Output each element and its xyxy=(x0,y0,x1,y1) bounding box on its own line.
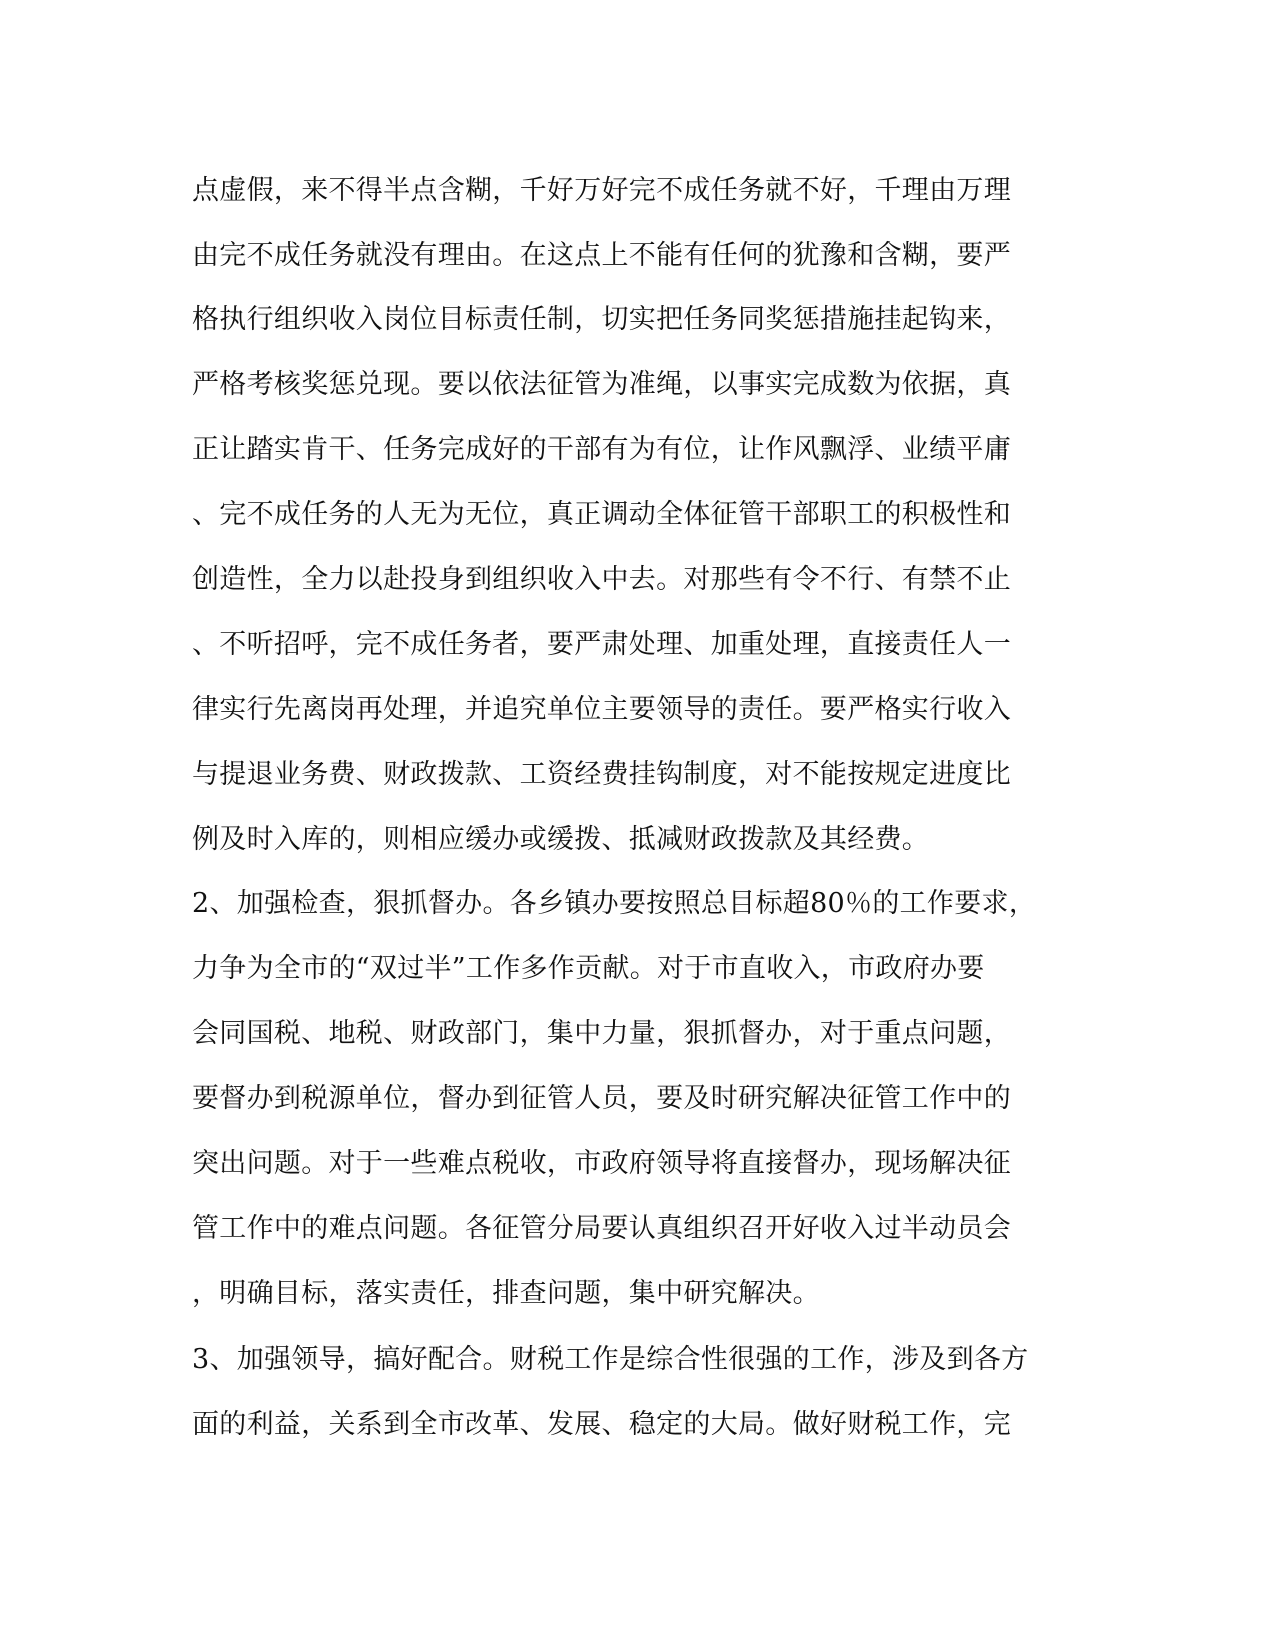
text-line: 3、加强领导，搞好配合。财税工作是综合性很强的工作，涉及到各方 xyxy=(192,1344,1029,1375)
text-line: 面的利益，关系到全市改革、发展、稳定的大局。做好财税工作，完 xyxy=(192,1409,1011,1440)
text-line: 力争为全市的“双过半”工作多作贡献。对于市直收入，市政府办要 xyxy=(192,953,985,984)
text-line: 要督办到税源单位，督办到征管人员，要及时研究解决征管工作中的 xyxy=(192,1083,1011,1114)
text-line: 与提退业务费、财政拨款、工资经费挂钩制度，对不能按规定进度比 xyxy=(192,759,1011,790)
text-line: 格执行组织收入岗位目标责任制，切实把任务同奖惩措施挂起钩来， xyxy=(192,304,1011,335)
text-line: 正让踏实肯干、任务完成好的干部有为有位，让作风飘浮、业绩平庸 xyxy=(192,434,1011,465)
text-line: 突出问题。对于一些难点税收，市政府领导将直接督办，现场解决征 xyxy=(192,1148,1011,1179)
text-line: 创造性，全力以赴投身到组织收入中去。对那些有令不行、有禁不止 xyxy=(192,564,1011,595)
text-line: 严格考核奖惩兑现。要以依法征管为准绳，以事实完成数为依据，真 xyxy=(192,369,1011,400)
text-line: 、不听招呼，完不成任务者，要严肃处理、加重处理，直接责任人一 xyxy=(192,629,1011,660)
text-line: 例及时入库的，则相应缓办或缓拨、抵减财政拨款及其经费。 xyxy=(192,824,930,855)
text-line: ，明确目标，落实责任，排查问题，集中研究解决。 xyxy=(192,1278,820,1309)
text-line: 管工作中的难点问题。各征管分局要认真组织召开好收入过半动员会 xyxy=(192,1213,1011,1244)
text-line: 2、加强检查，狠抓督办。各乡镇办要按照总目标超80％的工作要求， xyxy=(192,888,1037,919)
text-line: 、完不成任务的人无为无位，真正调动全体征管干部职工的积极性和 xyxy=(192,499,1011,530)
text-line: 点虚假，来不得半点含糊，千好万好完不成任务就不好，千理由万理 xyxy=(192,175,1011,206)
text-line: 由完不成任务就没有理由。在这点上不能有任何的犹豫和含糊，要严 xyxy=(192,240,1011,271)
text-line: 会同国税、地税、财政部门，集中力量，狠抓督办，对于重点问题， xyxy=(192,1018,1011,1049)
text-line: 律实行先离岗再处理，并追究单位主要领导的责任。要严格实行收入 xyxy=(192,694,1011,725)
